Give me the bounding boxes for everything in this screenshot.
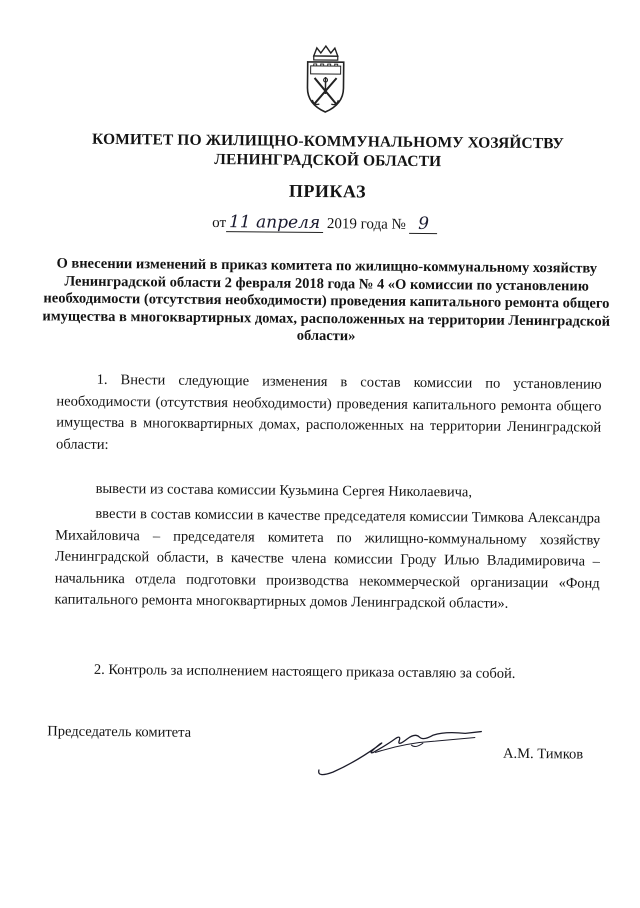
paragraph-remove-member: вывести из состава комиссии Кузьмина Сергея Николаевича, — [95, 480, 473, 501]
signatory-name: А.М. Тимков — [503, 745, 584, 763]
signatory-position: Председатель комитета — [47, 723, 192, 741]
date-year-text: 2019 года № — [326, 216, 406, 233]
paragraph-item-2: 2. Контроль за исполнением настоящего приказа оставляю за собой. — [93, 661, 516, 682]
handwritten-signature — [315, 722, 486, 784]
committee-name — [43, 129, 613, 172]
paragraph-item-1: 1. Внести следующие изменения в состав комиссии по установлению необходимости (отсутствия необходимости) проведения капитального ремонта общего имущества в многоквартирных домах, расположенных на территории Ленинградской области: — [55, 371, 602, 453]
date-prefix: от — [212, 214, 227, 232]
handwritten-date: 11 апреля — [226, 213, 323, 233]
committee-name-line2: ЛЕНИНГРАДСКОЙ ОБЛАСТИ — [214, 150, 442, 171]
date-line — [212, 213, 472, 234]
coat-of-arms-emblem — [303, 44, 348, 114]
order-subject: О внесении изменений в приказ комитета по жилищно-коммунальному хозяйству Ленинградской области 2 февраля 2018 года № 4 «О комиссии по установлению необходимости (отсутствия необходимости) проведения капитального ремонта общего имущества в многоквартирных домах, расположенных на территории Ленинградской области» — [42, 255, 611, 345]
committee-name-line1: КОМИТЕТ ПО ЖИЛИЩНО-КОММУНАЛЬНОМУ ХОЗЯЙСТВУ — [91, 130, 564, 153]
paragraph-add-members: ввести в состав комиссии в качестве председателя комиссии Тимкова Александра Михайловича – председателя комитета по жилищно-коммунальному хозяйству Ленинградской области, в качестве члена комиссии Гроду Илью Владимировича – начальника отдела подготовки производства некоммерческой организации «Фонд капитального ремонта многоквартирных домов Ленинградской области». — [54, 505, 601, 612]
document-type-title: ПРИКАЗ — [288, 180, 367, 202]
handwritten-number: 9 — [410, 215, 438, 234]
